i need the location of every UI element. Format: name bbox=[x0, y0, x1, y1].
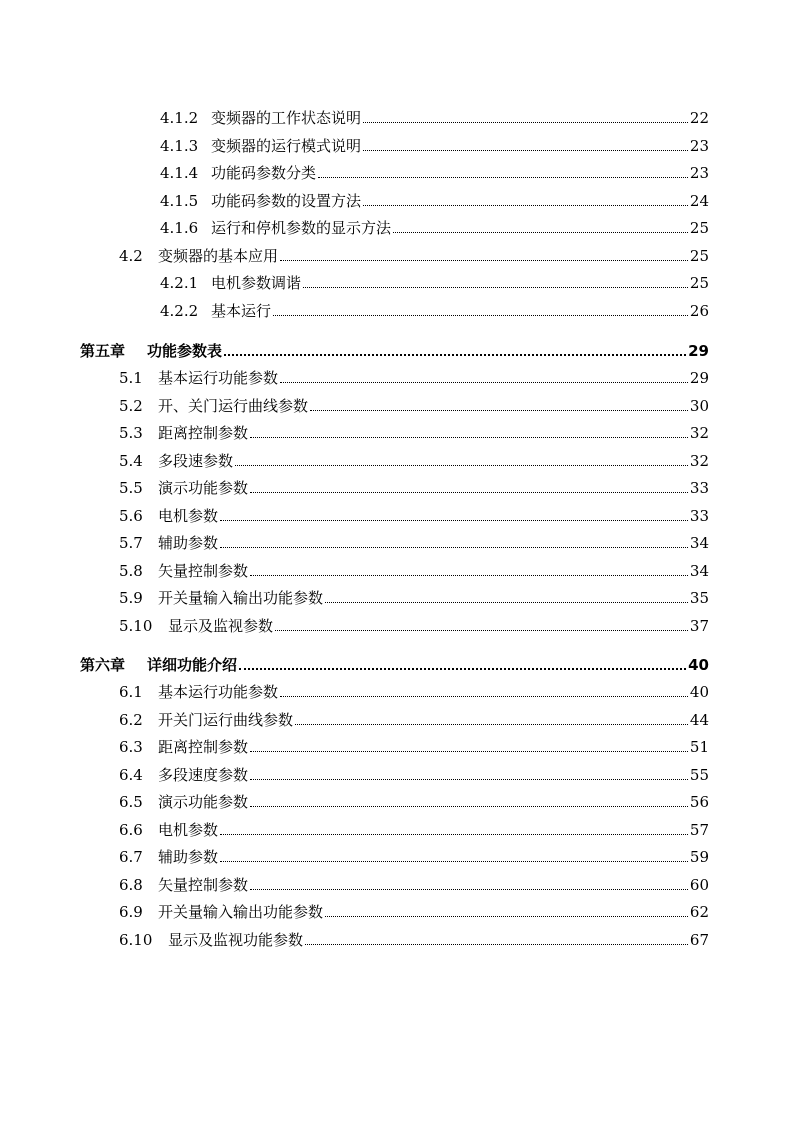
toc-entry-title: 基本运行功能参数 bbox=[158, 683, 279, 701]
toc-entry-title: 距离控制参数 bbox=[158, 424, 249, 442]
toc-entry-number: 6.3 bbox=[119, 738, 143, 756]
toc-leader-dots bbox=[325, 602, 688, 603]
toc-leader-dots bbox=[220, 861, 688, 862]
toc-entry[interactable] bbox=[119, 792, 709, 812]
toc-leader-dots bbox=[220, 834, 688, 835]
toc-entry-number: 5.10 bbox=[119, 617, 153, 635]
toc-leader-dots bbox=[239, 668, 686, 670]
toc-entry-title: 功能码参数的设置方法 bbox=[211, 192, 362, 210]
toc-entry-number: 6.8 bbox=[119, 876, 143, 894]
toc-entry-page: 25 bbox=[689, 219, 709, 237]
toc-entry-page: 32 bbox=[689, 424, 709, 442]
toc-entry-number: 5.8 bbox=[119, 562, 143, 580]
toc-entry-title: 演示功能参数 bbox=[158, 479, 249, 497]
toc-entry-page: 59 bbox=[689, 848, 709, 866]
toc-leader-dots bbox=[235, 465, 688, 466]
toc-chapter-title: 功能参数表 bbox=[147, 342, 223, 360]
toc-chapter-entry[interactable] bbox=[80, 655, 709, 675]
toc-entry-number: 5.4 bbox=[119, 452, 143, 470]
toc-entry-page: 30 bbox=[689, 397, 709, 415]
toc-entry-title: 辅助参数 bbox=[158, 848, 219, 866]
toc-entry-page: 37 bbox=[689, 617, 709, 635]
toc-leader-dots bbox=[318, 177, 688, 178]
toc-entry-number: 5.6 bbox=[119, 507, 143, 525]
toc-entry-number: 6.9 bbox=[119, 903, 143, 921]
toc-entry-number: 5.7 bbox=[119, 534, 143, 552]
toc-entry-number: 6.5 bbox=[119, 793, 143, 811]
toc-entry[interactable] bbox=[119, 506, 709, 526]
toc-entry-page: 67 bbox=[689, 931, 709, 949]
toc-leader-dots bbox=[303, 287, 688, 288]
toc-entry-number: 4.1.5 bbox=[160, 192, 199, 210]
toc-entry-title: 变频器的基本应用 bbox=[158, 247, 279, 265]
toc-entry-page: 25 bbox=[689, 274, 709, 292]
toc-leader-dots bbox=[224, 354, 686, 356]
toc-leader-dots bbox=[250, 779, 688, 780]
toc-entry[interactable] bbox=[160, 218, 709, 238]
toc-entry-title: 变频器的运行模式说明 bbox=[211, 137, 362, 155]
toc-entry-title: 电机参数 bbox=[158, 821, 219, 839]
toc-entry[interactable] bbox=[119, 765, 709, 785]
toc-entry-title: 开关量输入输出功能参数 bbox=[158, 589, 324, 607]
toc-leader-dots bbox=[250, 492, 688, 493]
toc-entry-title: 开关门运行曲线参数 bbox=[158, 711, 294, 729]
toc-entry-page: 33 bbox=[689, 507, 709, 525]
toc-entry[interactable] bbox=[119, 737, 709, 757]
toc-entry-title: 电机参数调谐 bbox=[211, 274, 302, 292]
toc-leader-dots bbox=[220, 520, 688, 521]
toc-entry-title: 运行和停机参数的显示方法 bbox=[211, 219, 392, 237]
toc-entry-title: 开关量输入输出功能参数 bbox=[158, 903, 324, 921]
toc-entry[interactable] bbox=[160, 273, 709, 293]
toc-entry-number: 6.6 bbox=[119, 821, 143, 839]
toc-entry-page: 23 bbox=[689, 137, 709, 155]
toc-leader-dots bbox=[363, 150, 688, 151]
toc-entry[interactable] bbox=[119, 561, 709, 581]
toc-entry-page: 55 bbox=[689, 766, 709, 784]
toc-entry-number: 4.1.4 bbox=[160, 164, 199, 182]
toc-leader-dots bbox=[275, 630, 688, 631]
toc-entry-title: 多段速度参数 bbox=[158, 766, 249, 784]
toc-entry-title: 显示及监视功能参数 bbox=[168, 931, 304, 949]
toc-entry[interactable] bbox=[119, 368, 709, 388]
toc-entry-title: 变频器的工作状态说明 bbox=[211, 109, 362, 127]
toc-entry-page: 35 bbox=[689, 589, 709, 607]
toc-entry-page: 34 bbox=[689, 562, 709, 580]
toc-entry[interactable] bbox=[119, 423, 709, 443]
toc-entry[interactable] bbox=[160, 163, 709, 183]
toc-entry-page: 60 bbox=[689, 876, 709, 894]
toc-leader-dots bbox=[363, 205, 688, 206]
toc-leader-dots bbox=[393, 232, 688, 233]
toc-leader-dots bbox=[250, 806, 688, 807]
toc-entry-page: 24 bbox=[689, 192, 709, 210]
toc-leader-dots bbox=[363, 122, 688, 123]
toc-entry-number: 4.1.2 bbox=[160, 109, 199, 127]
toc-entry-number: 5.5 bbox=[119, 479, 143, 497]
toc-entry[interactable] bbox=[160, 191, 709, 211]
toc-entry-title: 电机参数 bbox=[158, 507, 219, 525]
toc-entry-number: 4.2 bbox=[119, 247, 143, 265]
toc-entry[interactable] bbox=[119, 847, 709, 867]
toc-entry-title: 距离控制参数 bbox=[158, 738, 249, 756]
toc-entry[interactable] bbox=[119, 820, 709, 840]
toc-leader-dots bbox=[250, 575, 688, 576]
toc-entry-title: 辅助参数 bbox=[158, 534, 219, 552]
toc-entry-page: 40 bbox=[689, 683, 709, 701]
toc-entry-title: 矢量控制参数 bbox=[158, 562, 249, 580]
toc-entry-number: 4.1.3 bbox=[160, 137, 199, 155]
toc-entry[interactable] bbox=[119, 588, 709, 608]
toc-entry-number: 6.7 bbox=[119, 848, 143, 866]
toc-entry[interactable] bbox=[160, 108, 709, 128]
toc-entry-number: 6.1 bbox=[119, 683, 143, 701]
toc-entry-number: 5.2 bbox=[119, 397, 143, 415]
toc-leader-dots bbox=[280, 696, 688, 697]
toc-entry-page: 23 bbox=[689, 164, 709, 182]
toc-entry-number: 4.2.2 bbox=[160, 302, 199, 320]
toc-entry-page: 34 bbox=[689, 534, 709, 552]
toc-leader-dots bbox=[280, 382, 688, 383]
toc-leader-dots bbox=[250, 751, 688, 752]
toc-entry[interactable] bbox=[119, 396, 709, 416]
toc-entry[interactable] bbox=[119, 710, 709, 730]
toc-entry-title: 基本运行 bbox=[211, 302, 272, 320]
toc-entry[interactable] bbox=[119, 682, 709, 702]
toc-entry-number: 5.3 bbox=[119, 424, 143, 442]
toc-entry-title: 演示功能参数 bbox=[158, 793, 249, 811]
toc-chapter-title: 详细功能介绍 bbox=[147, 656, 238, 674]
toc-leader-dots bbox=[273, 315, 688, 316]
toc-leader-dots bbox=[250, 889, 688, 890]
toc-entry[interactable] bbox=[119, 246, 709, 266]
toc-leader-dots bbox=[305, 944, 688, 945]
toc-entry[interactable] bbox=[119, 451, 709, 471]
toc-entry-page: 62 bbox=[689, 903, 709, 921]
toc-entry-title: 开、关门运行曲线参数 bbox=[158, 397, 309, 415]
toc-entry[interactable] bbox=[119, 616, 709, 636]
toc-entry-page: 56 bbox=[689, 793, 709, 811]
toc-chapter-number: 第五章 bbox=[80, 342, 126, 360]
toc-leader-dots bbox=[220, 547, 688, 548]
toc-entry[interactable] bbox=[119, 533, 709, 553]
toc-chapter-number: 第六章 bbox=[80, 656, 126, 674]
toc-entry-number: 6.2 bbox=[119, 711, 143, 729]
toc-entry[interactable] bbox=[119, 902, 709, 922]
toc-leader-dots bbox=[295, 724, 688, 725]
toc-entry-number: 5.9 bbox=[119, 589, 143, 607]
toc-entry[interactable] bbox=[160, 301, 709, 321]
toc-entry-number: 6.10 bbox=[119, 931, 153, 949]
toc-entry-title: 基本运行功能参数 bbox=[158, 369, 279, 387]
toc-entry-title: 多段速参数 bbox=[158, 452, 234, 470]
toc-chapter-page: 40 bbox=[688, 656, 709, 674]
toc-entry-number: 6.4 bbox=[119, 766, 143, 784]
toc-entry[interactable] bbox=[119, 875, 709, 895]
toc-chapter-entry[interactable] bbox=[80, 341, 709, 361]
toc-entry-title: 显示及监视参数 bbox=[168, 617, 274, 635]
toc-leader-dots bbox=[325, 916, 688, 917]
toc-entry[interactable] bbox=[119, 478, 709, 498]
toc-entry-page: 25 bbox=[689, 247, 709, 265]
toc-entry-page: 51 bbox=[689, 738, 709, 756]
toc-entry-page: 32 bbox=[689, 452, 709, 470]
toc-entry-page: 33 bbox=[689, 479, 709, 497]
toc-entry-number: 4.1.6 bbox=[160, 219, 199, 237]
toc-entry-title: 矢量控制参数 bbox=[158, 876, 249, 894]
toc-leader-dots bbox=[280, 260, 688, 261]
toc-entry-page: 22 bbox=[689, 109, 709, 127]
toc-leader-dots bbox=[310, 410, 688, 411]
toc-leader-dots bbox=[250, 437, 688, 438]
toc-entry-number: 4.2.1 bbox=[160, 274, 199, 292]
toc-entry-page: 57 bbox=[689, 821, 709, 839]
toc-entry-page: 26 bbox=[689, 302, 709, 320]
toc-chapter-page: 29 bbox=[688, 342, 709, 360]
toc-entry[interactable] bbox=[160, 136, 709, 156]
toc-entry-page: 29 bbox=[689, 369, 709, 387]
toc-entry-page: 44 bbox=[689, 711, 709, 729]
toc-entry-title: 功能码参数分类 bbox=[211, 164, 317, 182]
toc-entry-number: 5.1 bbox=[119, 369, 143, 387]
toc-entry[interactable] bbox=[119, 930, 709, 950]
